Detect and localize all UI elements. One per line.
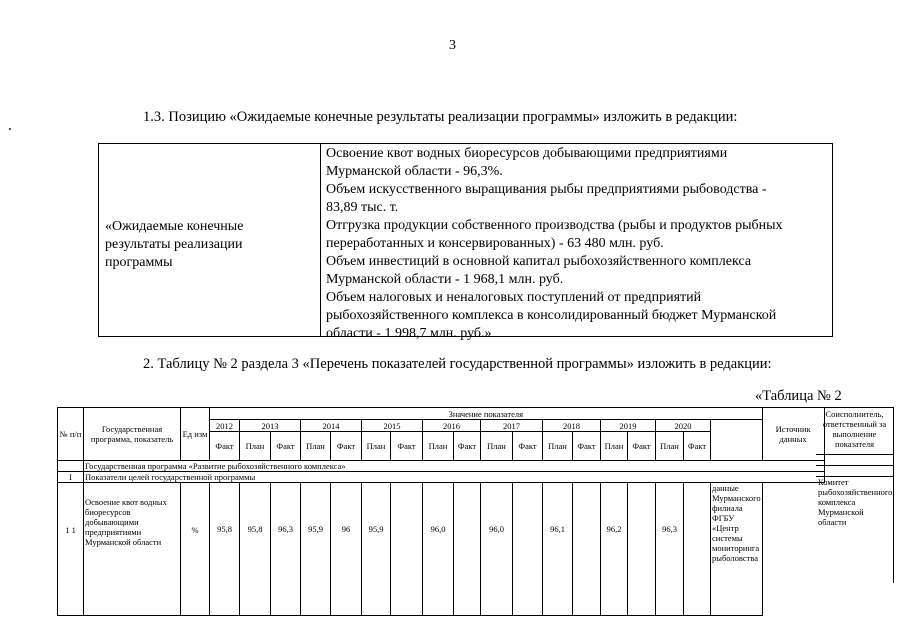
year-2018: 2018 <box>543 420 601 432</box>
right-line: Мурманской области - 1 968,1 млн. руб. <box>326 272 564 287</box>
value-cell: 96,3 <box>271 483 301 616</box>
value-cell: 95,9 <box>362 483 391 616</box>
subhead-fact: Факт <box>271 432 301 461</box>
right-line: Объем инвестиций в основной капитал рыбохозяйственного комплекса <box>326 254 752 269</box>
program-row: Государственная программа «Развитие рыбохозяйственного комплекса» <box>84 461 825 472</box>
value-cell: 96,0 <box>481 483 513 616</box>
value-cell: 96,1 <box>543 483 573 616</box>
coexecutor-program <box>816 455 894 466</box>
year-2020: 2020 <box>656 420 711 432</box>
right-line: Отгрузка продукции собственного производства (рыбы и продуктов рыбных <box>326 218 783 233</box>
value-cell <box>391 483 423 616</box>
value-cell: 96,2 <box>601 483 628 616</box>
right-line: Объем налоговых и неналоговых поступлений от предприятий <box>326 290 702 305</box>
expected-results-box <box>98 143 833 341</box>
page-number: 3 <box>449 38 456 53</box>
subhead-fact: Факт <box>513 432 543 461</box>
year-2014: 2014 <box>301 420 362 432</box>
coexecutor-section <box>816 466 894 477</box>
value-cell <box>513 483 543 616</box>
section-1-3-text: 1.3. Позицию «Ожидаемые конечные результаты реализации программы» изложить в редакции: <box>143 109 738 125</box>
value-cell <box>684 483 711 616</box>
program-row-num <box>58 461 84 472</box>
subhead-plan: План <box>362 432 391 461</box>
subhead-plan: План <box>240 432 271 461</box>
subhead-fact: Факт <box>628 432 656 461</box>
subhead-spare <box>711 432 763 461</box>
subhead-plan: План <box>481 432 513 461</box>
value-cell <box>454 483 481 616</box>
value-cell: 95,8 <box>210 483 240 616</box>
table-caption: «Таблица № 2 <box>755 388 842 404</box>
subhead-plan: План <box>656 432 684 461</box>
section-row-num: I <box>58 472 84 483</box>
indicators-table <box>57 407 825 616</box>
left-line: программы <box>105 255 173 270</box>
data-row-coexecutor: Комитет рыбохозяйственного комплекса Мурманской области <box>816 477 894 583</box>
coexecutor-column <box>816 407 894 583</box>
value-cell <box>628 483 656 616</box>
subhead-fact: Факт <box>391 432 423 461</box>
right-line: рыбохозяйственного комплекса в консолидированный бюджет Мурманской <box>326 308 777 323</box>
subhead-fact: Факт <box>573 432 601 461</box>
data-row-source: данные Мурманского филиала ФГБУ «Центр системы мониторинга рыболовства <box>711 483 763 616</box>
header-program: Государственная программа, показатель <box>84 408 181 461</box>
year-2017: 2017 <box>481 420 543 432</box>
data-row-unit: % <box>181 483 210 616</box>
value-cell: 95,9 <box>301 483 331 616</box>
subhead-fact: Факт <box>210 432 240 461</box>
right-line: переработанных и консервированных) - 63 480 млн. руб. <box>326 236 664 251</box>
box-right-cell <box>326 145 831 343</box>
header-unit: Ед изм <box>181 408 210 461</box>
right-line: 83,89 тыс. т. <box>326 200 399 215</box>
value-cell: 96,0 <box>423 483 454 616</box>
coexecutor-header: Соисполнитель, ответственный за выполнение показателя <box>816 407 894 455</box>
scan-speck <box>9 128 11 130</box>
subhead-fact: Факт <box>454 432 481 461</box>
data-row-name: Освоение квот водных биоресурсов добывающими предприятиями Мурманской области <box>84 483 181 616</box>
box-left-cell <box>105 218 315 272</box>
right-line: области - 1 998,7 млн. руб.» <box>326 326 492 341</box>
year-2015: 2015 <box>362 420 423 432</box>
data-row-num: 1 1 <box>58 483 84 616</box>
year-2016: 2016 <box>423 420 481 432</box>
left-line: результаты реализации <box>105 237 243 252</box>
section-2-text: 2. Таблицу № 2 раздела 3 «Перечень показателей государственной программы» изложить в редакции: <box>143 356 772 372</box>
year-2013: 2013 <box>240 420 301 432</box>
subhead-plan: План <box>543 432 573 461</box>
right-line: Освоение квот водных биоресурсов добывающими предприятиями <box>326 146 728 161</box>
header-num: № п/п <box>58 408 84 461</box>
year-spare <box>711 420 763 432</box>
subhead-plan: План <box>601 432 628 461</box>
year-2012: 2012 <box>210 420 240 432</box>
subhead-plan: План <box>301 432 331 461</box>
year-2019: 2019 <box>601 420 656 432</box>
section-row: Показатели целей государственной программы <box>84 472 825 483</box>
left-line: «Ожидаемые конечные <box>105 219 244 234</box>
header-source: Источник данных <box>762 408 824 461</box>
value-cell: 96 <box>331 483 362 616</box>
header-value-group: Значение показателя <box>210 408 763 420</box>
value-cell: 95,8 <box>240 483 271 616</box>
subhead-fact: Факт <box>331 432 362 461</box>
value-cell: 96,3 <box>656 483 684 616</box>
right-line: Объем искусственного выращивания рыбы предприятиями рыбоводства - <box>326 182 767 197</box>
right-line: Мурманской области - 96,3%. <box>326 164 503 179</box>
box-divider <box>320 144 321 336</box>
value-cell <box>573 483 601 616</box>
subhead-plan: План <box>423 432 454 461</box>
subhead-fact: Факт <box>684 432 711 461</box>
